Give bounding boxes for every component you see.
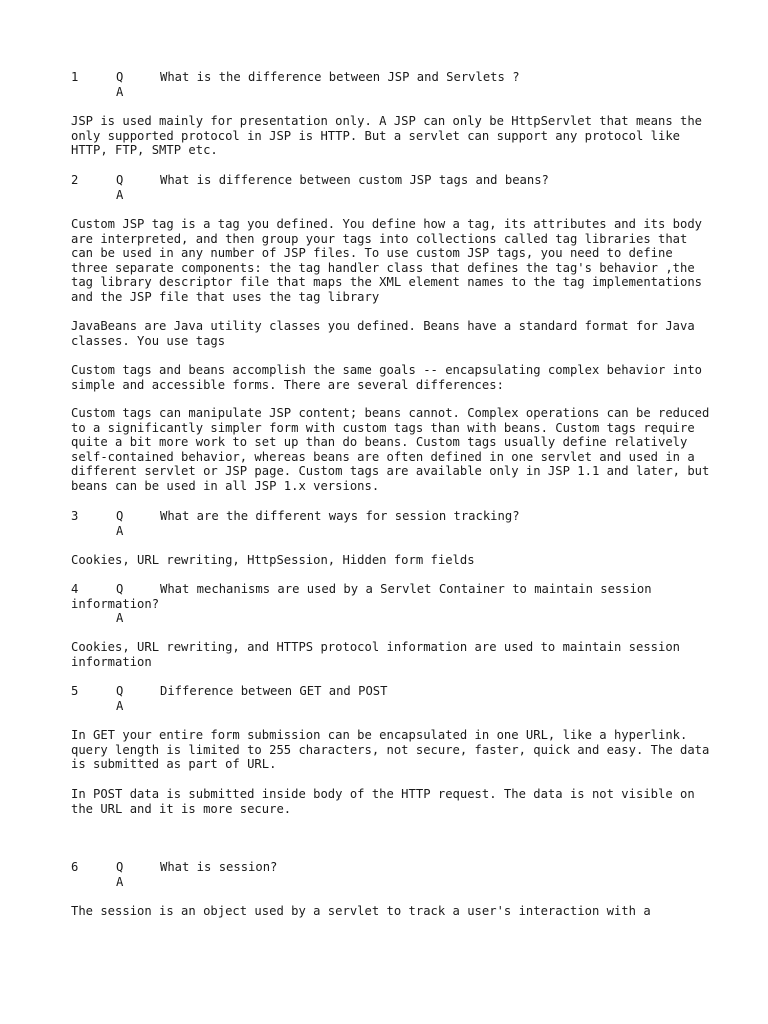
answer-marker: A (116, 84, 124, 99)
question-marker: Q (116, 684, 124, 698)
answer-paragraph: In POST data is submitted inside body of the HTTP request. The data is not visible on the URL and it is more secure. (71, 787, 703, 816)
answer-paragraph: Custom tags can manipulate JSP content; beans cannot. Complex operations can be reduced to a significantly simpler form with custom tags than with beans. Custom tags require quite a bit more work to set up than do beans. Custom tags usually define relatively self-contained behavior, whereas beans are often defined in one servlet and used in a different servlet or JSP page. Custom tags are available only in JSP 1.1 and later, but beans can be used in all JSP 1.x versions. (71, 406, 717, 493)
question-marker: Q (116, 582, 124, 596)
answer-marker: A (116, 611, 124, 626)
answer-paragraph: The session is an object used by a servlet to track a user's interaction with a (71, 904, 651, 918)
answer-paragraph: Custom tags and beans accomplish the same goals -- encapsulating complex behavior into simple and accessible forms. There are several differences: (71, 363, 710, 392)
question-text: What is difference between custom JSP tags and beans? (160, 173, 549, 187)
question-text: What is session? (160, 860, 278, 874)
question-marker: Q (116, 509, 124, 523)
answer-paragraph: Cookies, URL rewriting, HttpSession, Hidden form fields (71, 553, 475, 567)
answer-marker: A (116, 187, 124, 202)
answer-paragraph: Custom JSP tag is a tag you defined. You define how a tag, its attributes and its body are interpreted, and then group your tags into collections called tag libraries that can be used in any number of JSP files. To use custom JSP tags, you need to define three separate components: the tag handler class that defines the tag's behavior ,the tag library descriptor file that maps the XML element names to the tag implementations and the JSP file that uses the tag library (71, 217, 710, 304)
question-text: What mechanisms are used by a Servlet Container to maintain session information? (71, 582, 652, 611)
question-marker: Q (116, 173, 124, 187)
question-marker: Q (116, 70, 124, 84)
question-text: What are the different ways for session tracking? (160, 509, 520, 523)
question-number: 1 (71, 70, 79, 84)
answer-paragraph: JSP is used mainly for presentation only. A JSP can only be HttpServlet that means the only supported protocol in JSP is HTTP. But a servlet can support any protocol like HTTP, FTP, SMTP etc. (71, 114, 710, 158)
answer-paragraph: Cookies, URL rewriting, and HTTPS protocol information are used to maintain session information (71, 640, 688, 669)
question-number: 6 (71, 860, 79, 874)
answer-marker: A (116, 523, 124, 538)
answer-paragraph: JavaBeans are Java utility classes you defined. Beans have a standard format for Java classes. You use tags (71, 319, 703, 348)
question-number: 5 (71, 684, 79, 698)
question-number: 3 (71, 509, 79, 523)
question-number: 2 (71, 173, 79, 187)
question-text: What is the difference between JSP and Servlets ? (160, 70, 520, 84)
answer-paragraph: In GET your entire form submission can be encapsulated in one URL, like a hyperlink. query length is limited to 255 characters, not secure, faster, quick and easy. The data is submitted as part of URL. (71, 728, 717, 772)
question-number: 4 (71, 582, 79, 596)
question-marker: Q (116, 860, 124, 874)
answer-marker: A (116, 698, 124, 713)
question-text: Difference between GET and POST (160, 684, 388, 698)
answer-marker: A (116, 874, 124, 889)
